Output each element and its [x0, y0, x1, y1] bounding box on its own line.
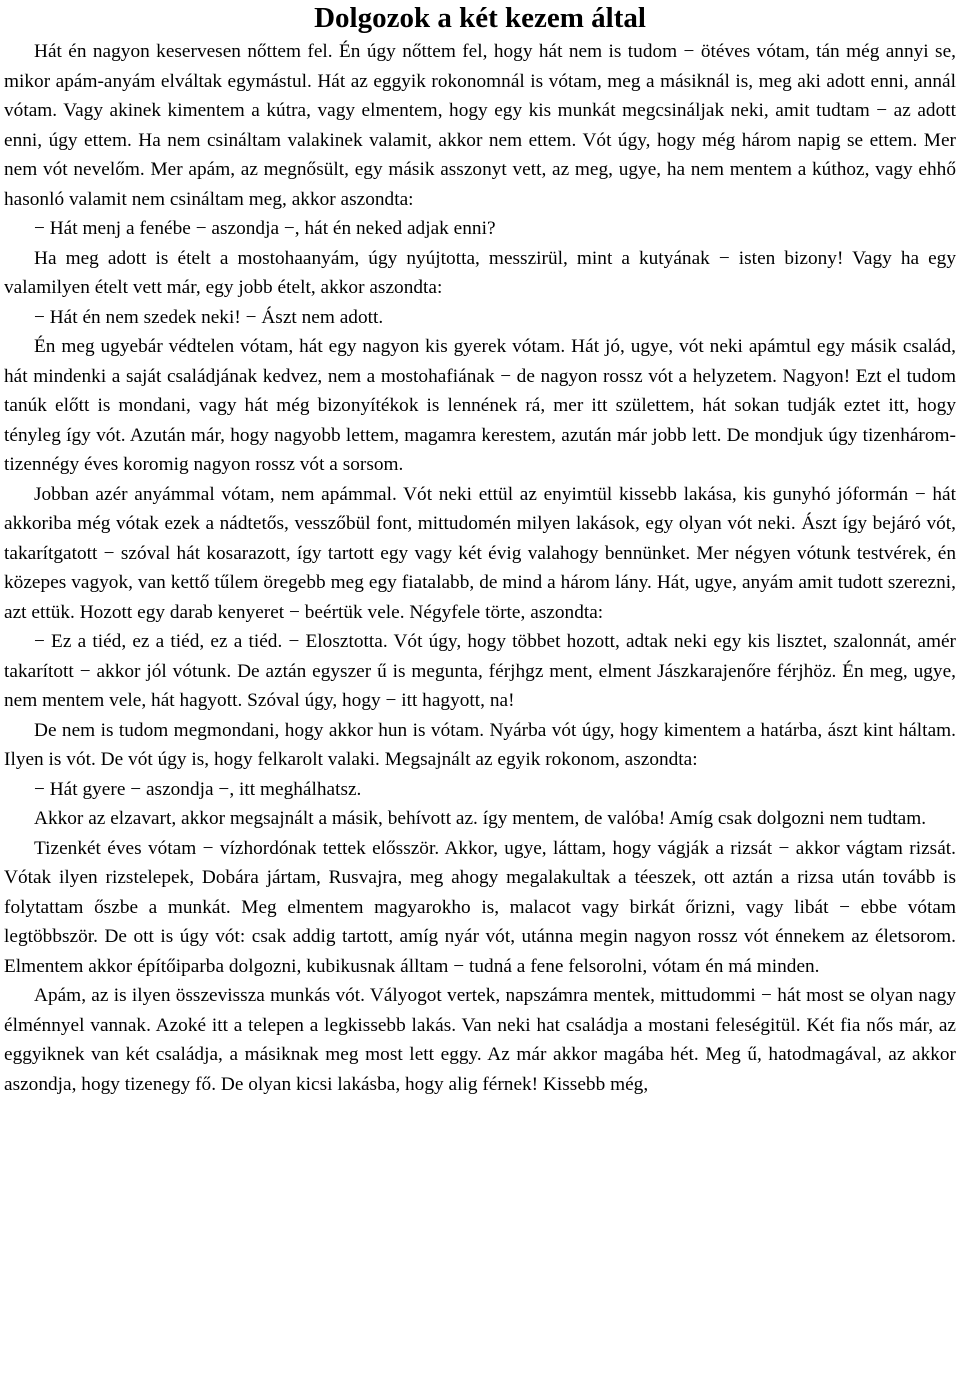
- document-title: Dolgozok a két kezem által: [314, 2, 646, 34]
- paragraph: − Hát menj a fenébe − aszondja −, hát én neked adjak enni?: [34, 218, 496, 239]
- paragraph: Hát én nagyon keservesen nőttem fel. Én úgy nőttem fel, hogy hát nem is tudom − ötéves vótam, tán még annyi se, mikor apám-anyám elváltak egymástul. Hát az eggyik rokonomnál is vótam, meg a másiknál is, meg aki adott enni, annál vótam. Vagy akinek kimentem a kútra, vagy elmentem, hogy egy kis munkát megcsináljak neki, amit tudtam − az adott enni, úgy ettem. Ha nem csináltam valakinek valamit, akkor nem ettem. Vót úgy, hogy még három napig se ettem. Mer nem vót nevelőm. Mer apám, az megnősült, egy másik asszonyt vett, az meg, ugye, ha nem mentem a kúthoz, vagy ehhő hasonló valamit nem csináltam meg, akkor aszondta:: [4, 41, 956, 210]
- document-page: [4, 0, 956, 1099]
- paragraph: Akkor az elzavart, akkor megsajnált a másik, behívott az. így mentem, de valóba! Amíg csak dolgozni nem tudtam.: [34, 808, 927, 829]
- paragraph: De nem is tudom megmondani, hogy akkor hun is vótam. Nyárba vót úgy, hogy kimentem a határba, ászt kint háltam. Ilyen is vót. De vót úgy is, hogy felkarolt valaki. Megsajnált az egyik rokonom, aszondta:: [4, 719, 956, 770]
- paragraph: − Hát én nem szedek neki! − Ászt nem adott.: [34, 306, 384, 328]
- paragraph: Tizenkét éves vótam − vízhordónak tettek elősször. Akkor, ugye, láttam, hogy vágják a rizsát − akkor vágtam rizsát. Vótak ilyen rizstelepek, Dobára jártam, Rusvajra, meg ahogy megalakultak a téeszek, ott aztán a rizsa után tovább is folytattam őszbe a munkát. Meg elmentem magyarokho is, malacot vagy birkát őrizni, vagy libát − ebbe vótam legtöbbször. De ott is úgy vót: csak addig tartott, amíg nyár vót, utánna megin nagyon rossz vót énnekem az életsorom. Elmentem akkor építőiparba dolgozni, kubikusnak álltam − tudná a fene felsorolni, vótam én má minden.: [4, 837, 956, 977]
- paragraph: Apám, az is ilyen összevissza munkás vót. Vályogot vertek, napszámra mentek, mittudommi − hát most se olyan nagy élménnyel vannak. Azoké itt a telepen a legkissebb lakás. Van neki hat családja a mostani feleségitül. Két fia nős már, az eggyiknek van két családja, a másiknak meg most lett eggy. Az már akkor magába hét. Meg ű, hatodmagával, az akkor aszondja, hogy tizenegy fő. De olyan kicsi lakásba, hogy alig férnek! Kissebb még,: [4, 985, 956, 1095]
- paragraph: Jobban azér anyámmal vótam, nem apámmal. Vót neki ettül az enyimtül kissebb lakása, kis gunyhó jóformán − hát akkoriba még vótak ezek a nádtetős, vesszőbül font, mittudomén milyen lakások, egy olyan vót neki. Ászt így bejáró vót, takarítgatott − szóval hát kosarazott, így tartott egy vagy két évig valahogy bennünket. Mer négyen vótunk testvérek, én közepes vagyok, van kettő tűlem öregebb meg egy fiatalabb, de mind a három lány. Hát, ugye, anyám amit tudott szerezni, azt ettük. Hozott egy darab kenyeret − beértük vele. Négyfele törte, aszondta:: [4, 483, 956, 623]
- paragraph: Ha meg adott is ételt a mostohaanyám, úgy nyújtotta, messzirül, mint a kutyának − isten bizony! Vagy ha egy valamilyen ételt vett már, egy jobb ételt, akkor aszondta:: [4, 247, 956, 298]
- paragraph: Én meg ugyebár védtelen vótam, hát egy nagyon kis gyerek vótam. Hát jó, ugye, vót neki apámtul egy másik család, hát mindenki a saját családjának kedvez, nem a mostohafiának − de nagyon rossz vót a helyzetem. Nagyon! Ezt el tudom tanúk előtt is mondani, vagy hát még bizonyítékok is lennének rá, mer itt születtem, hát sokan tudják eztet itt, hogy tényleg így vót. Azután már, hogy nagyobb lettem, magamra kerestem, azután már jobb lett. De mondjuk úgy tizenhárom-tizennégy éves koromig nagyon rossz vót a sorsom.: [4, 336, 956, 475]
- paragraph: − Ez a tiéd, ez a tiéd, ez a tiéd. − Elosztotta. Vót úgy, hogy többet hozott, adtak neki egy kis lisztet, szalonnát, amér takarított − akkor jól vótunk. De aztán egyszer ű is megunta, férjhgz ment, elment Jászkarajenőre férjhöz. Én meg, ugye, nem mentem vele, hát hagyott. Szóval úgy, hogy − itt hagyott, na!: [4, 631, 956, 711]
- paragraph: − Hát gyere − aszondja −, itt meghálhatsz.: [34, 778, 362, 800]
- document-body: [4, 37, 956, 1099]
